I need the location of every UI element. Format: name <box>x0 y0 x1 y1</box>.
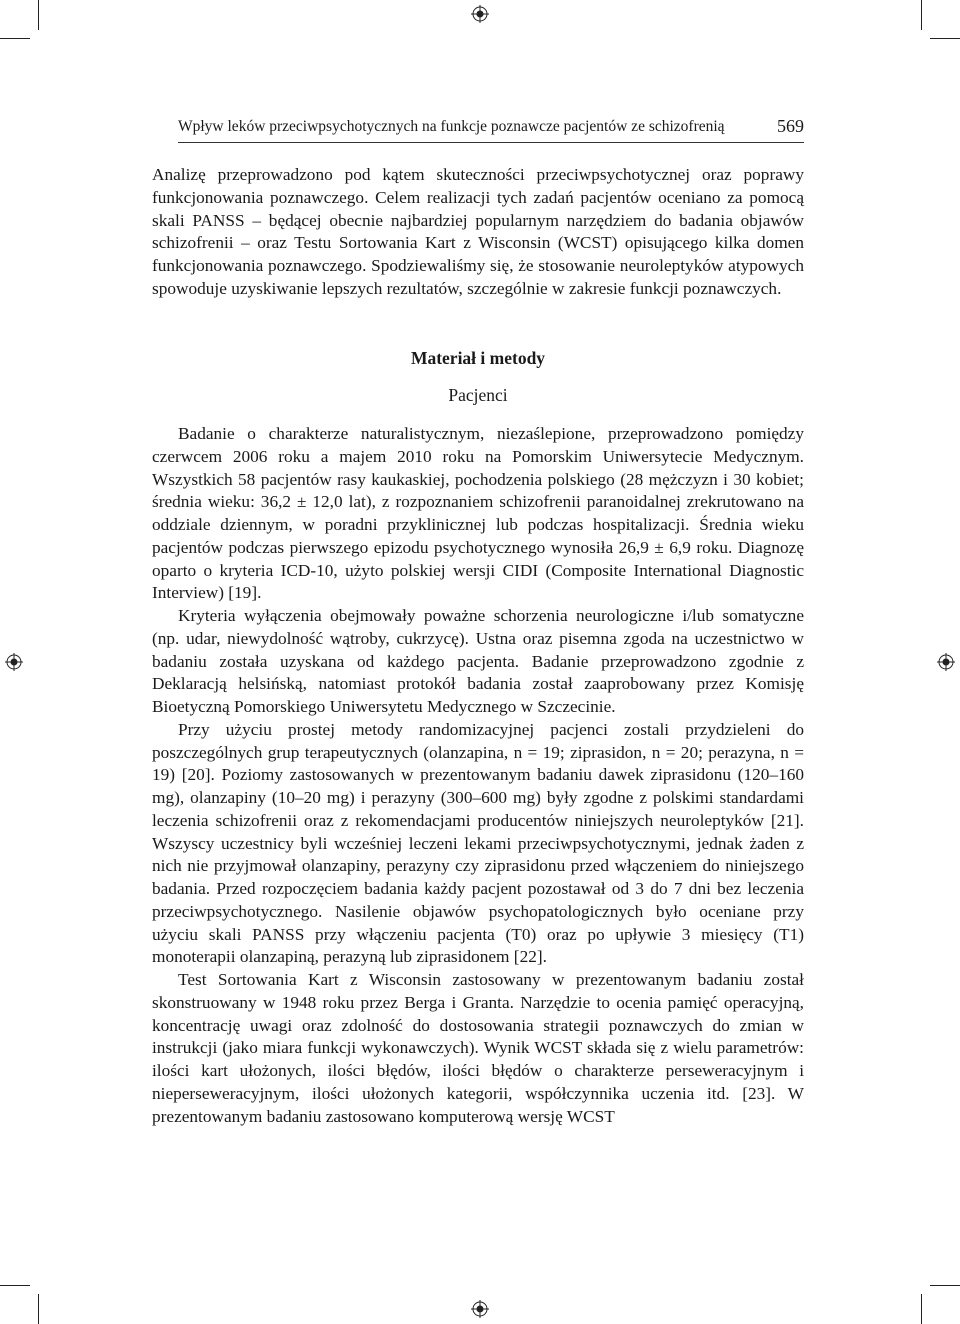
intro-paragraph: Analizę przeprowadzono pod kątem skuteczności przeciwpsychotycznej oraz poprawy funkcjonowania poznawczego. Celem realizacji tych zadań pacjentów oceniano za pomocą skali PANSS – będącej obecnie najbardziej popularnym narzędziem do badania objawów schizofrenii – oraz Testu Sortowania Kart z Wisconsin (WCST) opisującego kilka domen funkcjonowania poznawczego. Spodziewaliśmy się, że stosowanie neuroleptyków atypowych spowoduje uzyskiwanie lepszych rezultatów, szczególnie w zakresie funkcji poznawczych. <box>152 165 804 298</box>
registration-mark-right-icon <box>937 653 955 671</box>
subsection-title: Pacjenci <box>448 385 508 405</box>
page-number: 569 <box>777 116 804 136</box>
registration-mark-top-icon <box>471 5 489 23</box>
crop-mark-bottom-left-h <box>0 1285 30 1286</box>
running-title: Wpływ leków przeciwpsychotycznych na funkcje poznawcze pacjentów ze schizofrenią <box>178 118 725 135</box>
crop-mark-top-left-v <box>38 0 39 30</box>
methods-block <box>152 423 804 1128</box>
intro-block <box>152 164 804 301</box>
registration-mark-left-icon <box>5 653 23 671</box>
crop-mark-bottom-right-h <box>930 1285 960 1286</box>
running-header <box>178 118 804 143</box>
methods-paragraph: Przy użyciu prostej metody randomizacyjnej pacjenci zostali przydzieleni do poszczególnych grup terapeutycznych (olanzapina, n = 19; ziprasidon, n = 20; perazyna, n = 19) [20]. Poziomy zastosowanych w prezentowanym badaniu dawek ziprasidonu (120–160 mg), olanzapiny (10–20 mg) i perazyny (300–600 mg) były zgodne z polskimi standardami leczenia schizofrenii oraz z rekomendacjami producentów niniejszych neuroleptyków [21]. Wszyscy uczestnicy byli wcześniej leczeni lekami przeciwpsychotycznymi, jednak żaden z nich nie przyjmował olanzapiny, perazyny czy ziprasidonu przed włączeniem do niniejszego badania. Przed rozpoczęciem badania każdy pacjent pozostawał od 3 do 7 dni bez leczenia przeciwpsychotycznego. Nasilenie objawów psychopatologicznych było oceniane przy użyciu skali PANSS przy włączeniu pacjenta (T0) oraz po upływie 3 miesięcy (T1) monoterapii olanzapiną, perazyną lub ziprasidonem [22]. <box>152 719 804 967</box>
section-title: Materiał i metody <box>410 348 546 368</box>
methods-paragraph: Badanie o charakterze naturalistycznym, niezaślepione, przeprowadzono pomiędzy czerwcem 2006 roku a majem 2010 roku na Pomorskim Uniwersytecie Medycznym. Wszystkich 58 pacjentów rasy kaukaskiej, pochodzenia polskiego (28 mężczyzn i 30 kobiet; średnia wieku: 36,2 ± 12,0 lat), z rozpoznaniem schizofrenii paranoidalnej zrekrutowano na oddziale dziennym, w poradni przyklinicznej lub podczas hospitalizacji. Średnia wieku pacjentów podczas pierwszego epizodu psychotycznego wynosiła 26,9 ± 6,9 roku. Diagnozę oparto o kryteria ICD-10, użyto polskiej wersji CIDI (Composite International Diagnostic Interview) [19]. <box>152 424 804 603</box>
crop-mark-top-left-h <box>0 38 30 39</box>
crop-mark-top-right-v <box>921 0 922 30</box>
crop-mark-bottom-right-v <box>921 1294 922 1324</box>
crop-mark-bottom-left-v <box>38 1294 39 1324</box>
registration-mark-bottom-icon <box>471 1300 489 1318</box>
methods-paragraph: Test Sortowania Kart z Wisconsin zastosowany w prezentowanym badaniu został skonstruowany w 1948 roku przez Berga i Granta. Narzędzie to ocenia pamięć operacyjną, koncentrację uwagi oraz zdolność do dostosowania strategii poznawczych do zmian w instrukcji (jako miara funkcji wykonawczych). Wynik WCST składa się z wielu parametrów: ilości kart ułożonych, ilości błędów, ilości błędów o charakterze perseweracyjnym i nieperseweracyjnym, ilości ułożonych kategorii, współczynnika uczenia itd. [23]. W prezentowanym badaniu zastosowano komputerową wersję WCST <box>152 970 804 1126</box>
methods-paragraph: Kryteria wyłączenia obejmowały poważne schorzenia neurologiczne i/lub somatyczne (np. udar, niewydolność wątroby, cukrzycę). Ustna oraz pisemna zgoda na uczestnictwo w badaniu została uzyskana od każdego pacjenta. Badanie przeprowadzono zgodnie z Deklaracją helsińską, natomiast protokół badania został zaaprobowany przez Komisję Bioetyczną Pomorskiego Uniwersytetu Medycznego w Szczecinie. <box>152 606 804 716</box>
crop-mark-top-right-h <box>930 38 960 39</box>
